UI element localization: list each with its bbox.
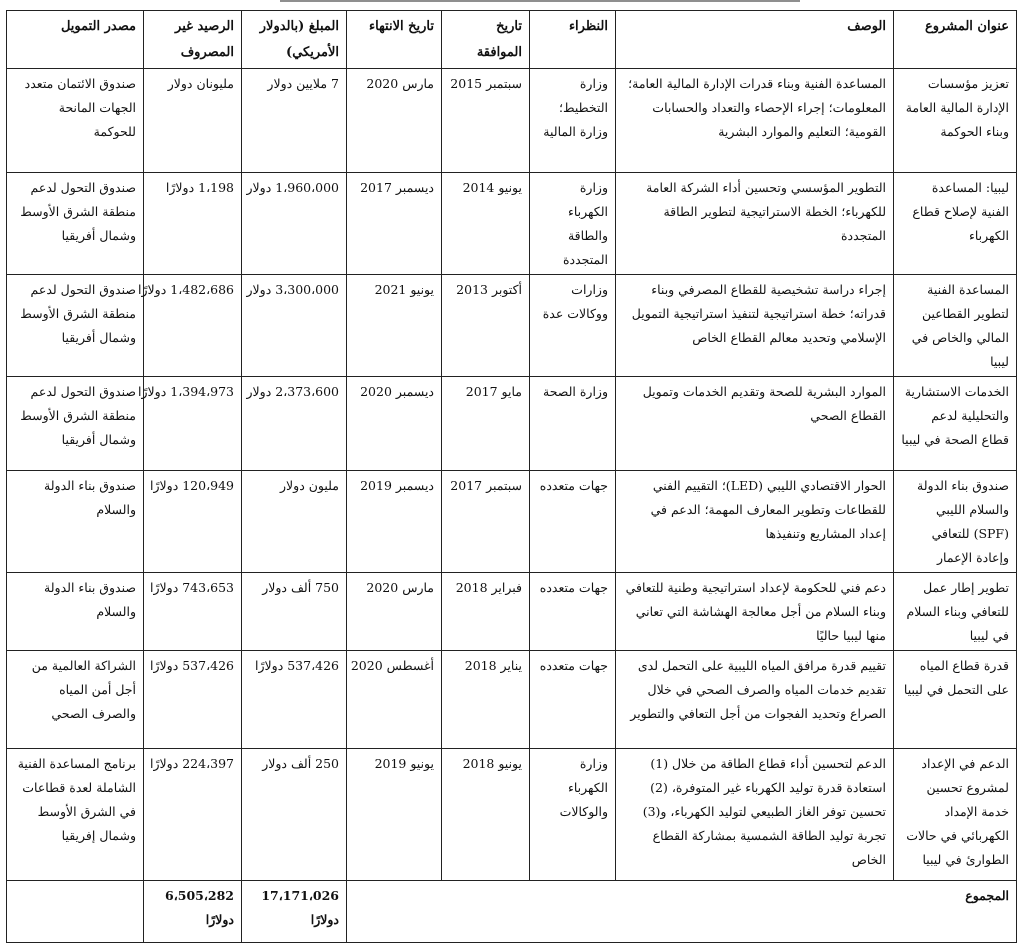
header-description: الوصف: [616, 11, 894, 69]
cell-description: الموارد البشرية للصحة وتقديم الخدمات وتمويل القطاع الصحي: [616, 377, 894, 471]
cell-end-date: يونيو 2019: [347, 749, 442, 881]
cell-amount: 1،960،000 دولار: [242, 173, 347, 275]
cell-funding-source: برنامج المساعدة الفنية الشاملة لعدة قطاعات في الشرق الأوسط وشمال إفريقيا: [7, 749, 144, 881]
table-header-row: [7, 11, 1017, 69]
cell-title: صندوق بناء الدولة والسلام الليبي (SPF) للتعافي وإعادة الإعمار: [894, 471, 1017, 573]
total-balance: 6،505،282 دولارًا: [144, 881, 242, 943]
cell-approval-date: سبتمبر 2017: [442, 471, 530, 573]
cell-balance: 120،949 دولارًا: [144, 471, 242, 573]
cell-funding-source: صندوق بناء الدولة والسلام: [7, 471, 144, 573]
header-amount: المبلغ (بالدولار الأمريكي): [242, 11, 347, 69]
cell-description: تقييم قدرة مرافق المياه الليبية على التحمل لدى تقديم خدمات المياه والصرف الصحي في خلال الصراع وتحديد الفجوات من أجل التعافي والتطوير: [616, 651, 894, 749]
header-end-date: تاريخ الانتهاء: [347, 11, 442, 69]
cell-end-date: أغسطس 2020: [347, 651, 442, 749]
table-row: [7, 573, 1017, 651]
cell-title: المساعدة الفنية لتطوير القطاعين المالي والخاص في ليبيا: [894, 275, 1017, 377]
cell-funding-source: صندوق بناء الدولة والسلام: [7, 573, 144, 651]
table-row: [7, 69, 1017, 173]
cell-counterparts: وزارة التخطيط؛ وزارة المالية: [530, 69, 616, 173]
table-row: [7, 651, 1017, 749]
cell-title: تعزيز مؤسسات الإدارة المالية العامة وبناء الحوكمة: [894, 69, 1017, 173]
cell-description: الدعم لتحسين أداء قطاع الطاقة من خلال (1) استعادة قدرة توليد الكهرباء غير المتوفرة، (2) تحسين توفر الغاز الطبيعي لتوليد الكهرباء، و(3) تجربة توليد الطاقة الشمسية بمشاركة القطاع الخاص: [616, 749, 894, 881]
cell-end-date: يونيو 2021: [347, 275, 442, 377]
cell-amount: مليون دولار: [242, 471, 347, 573]
cell-funding-source: الشراكة العالمية من أجل أمن المياه والصرف الصحي: [7, 651, 144, 749]
cell-title: الخدمات الاستشارية والتحليلية لدعم قطاع الصحة في ليبيا: [894, 377, 1017, 471]
cell-counterparts: وزارة الكهرباء والوكالات: [530, 749, 616, 881]
cell-funding-source: صندوق الائتمان متعدد الجهات المانحة للحوكمة: [7, 69, 144, 173]
table-row: [7, 749, 1017, 881]
cell-approval-date: أكتوبر 2013: [442, 275, 530, 377]
header-funding-source: مصدر التمويل: [7, 11, 144, 69]
cell-counterparts: وزارة الصحة: [530, 377, 616, 471]
header-unspent-balance: الرصيد غير المصروف: [144, 11, 242, 69]
cell-balance: 224،397 دولارًا: [144, 749, 242, 881]
table-row: [7, 173, 1017, 275]
cell-end-date: ديسمبر 2019: [347, 471, 442, 573]
cell-balance: 1،198 دولارًا: [144, 173, 242, 275]
previous-page-edge: [0, 0, 1024, 4]
cell-title: قدرة قطاع المياه على التحمل في ليبيا: [894, 651, 1017, 749]
projects-table: [6, 10, 1017, 943]
cell-approval-date: يونيو 2014: [442, 173, 530, 275]
cell-description: الحوار الاقتصادي الليبي (LED)؛ التقييم الفني للقطاعات وتطوير المعارف المهمة؛ الدعم في إعداد المشاريع وتنفيذها: [616, 471, 894, 573]
cell-funding-source: صندوق التحول لدعم منطقة الشرق الأوسط وشمال أفريقيا: [7, 275, 144, 377]
total-label: المجموع: [347, 881, 1017, 943]
cell-title: الدعم في الإعداد لمشروع تحسين خدمة الإمداد الكهربائي في حالات الطوارئ في ليبيا: [894, 749, 1017, 881]
header-approval-date: تاريخ الموافقة: [442, 11, 530, 69]
cell-end-date: مارس 2020: [347, 573, 442, 651]
total-row: [7, 881, 1017, 943]
cell-amount: 750 ألف دولار: [242, 573, 347, 651]
cell-title: تطوير إطار عمل للتعافي وبناء السلام في ليبيا: [894, 573, 1017, 651]
cell-balance: 1،394،973 دولارًا: [144, 377, 242, 471]
cell-counterparts: وزارة الكهرباء والطاقة المتجددة: [530, 173, 616, 275]
cell-balance: مليونان دولار: [144, 69, 242, 173]
cell-title: ليبيا: المساعدة الفنية لإصلاح قطاع الكهرباء: [894, 173, 1017, 275]
total-empty-cell: [7, 881, 144, 943]
cell-balance: 1،482،686 دولارًا: [144, 275, 242, 377]
total-amount: 17،171،026 دولارًا: [242, 881, 347, 943]
cell-description: المساعدة الفنية وبناء قدرات الإدارة المالية العامة؛ المعلومات؛ إجراء الإحصاء والتعداد والحسابات القومية؛ التعليم والموارد البشرية: [616, 69, 894, 173]
cell-funding-source: صندوق التحول لدعم منطقة الشرق الأوسط وشمال أفريقيا: [7, 377, 144, 471]
table-row: [7, 377, 1017, 471]
cell-amount: 250 ألف دولار: [242, 749, 347, 881]
cell-approval-date: فبراير 2018: [442, 573, 530, 651]
cell-balance: 537،426 دولارًا: [144, 651, 242, 749]
table-row: [7, 275, 1017, 377]
cell-funding-source: صندوق التحول لدعم منطقة الشرق الأوسط وشمال أفريقيا: [7, 173, 144, 275]
header-counterparts: النظراء: [530, 11, 616, 69]
cell-description: إجراء دراسة تشخيصية للقطاع المصرفي وبناء قدراته؛ خطة استراتيجية لتنفيذ استراتيجية التمويل الإسلامي وتحديد معالم القطاع الخاص: [616, 275, 894, 377]
cell-counterparts: وزارات ووكالات عدة: [530, 275, 616, 377]
cell-approval-date: سبتمبر 2015: [442, 69, 530, 173]
cell-end-date: ديسمبر 2017: [347, 173, 442, 275]
cell-counterparts: جهات متعدده: [530, 573, 616, 651]
cell-balance: 743،653 دولارًا: [144, 573, 242, 651]
cell-counterparts: جهات متعدده: [530, 471, 616, 573]
cell-end-date: مارس 2020: [347, 69, 442, 173]
cell-end-date: ديسمبر 2020: [347, 377, 442, 471]
cell-amount: 3،300،000 دولار: [242, 275, 347, 377]
cell-amount: 2،373،600 دولار: [242, 377, 347, 471]
cell-amount: 537،426 دولارًا: [242, 651, 347, 749]
cell-description: التطوير المؤسسي وتحسين أداء الشركة العامة للكهرباء؛ الخطة الاستراتيجية لتطوير الطاقة المتجددة: [616, 173, 894, 275]
cell-approval-date: يناير 2018: [442, 651, 530, 749]
table-row: [7, 471, 1017, 573]
header-project-title: عنوان المشروع: [894, 11, 1017, 69]
cell-counterparts: جهات متعدده: [530, 651, 616, 749]
cell-approval-date: مايو 2017: [442, 377, 530, 471]
cell-approval-date: يونيو 2018: [442, 749, 530, 881]
cell-amount: 7 ملايين دولار: [242, 69, 347, 173]
cell-description: دعم فني للحكومة لإعداد استراتيجية وطنية للتعافي وبناء السلام من أجل معالجة الهشاشة التي تعاني منها ليبيا حاليًا: [616, 573, 894, 651]
